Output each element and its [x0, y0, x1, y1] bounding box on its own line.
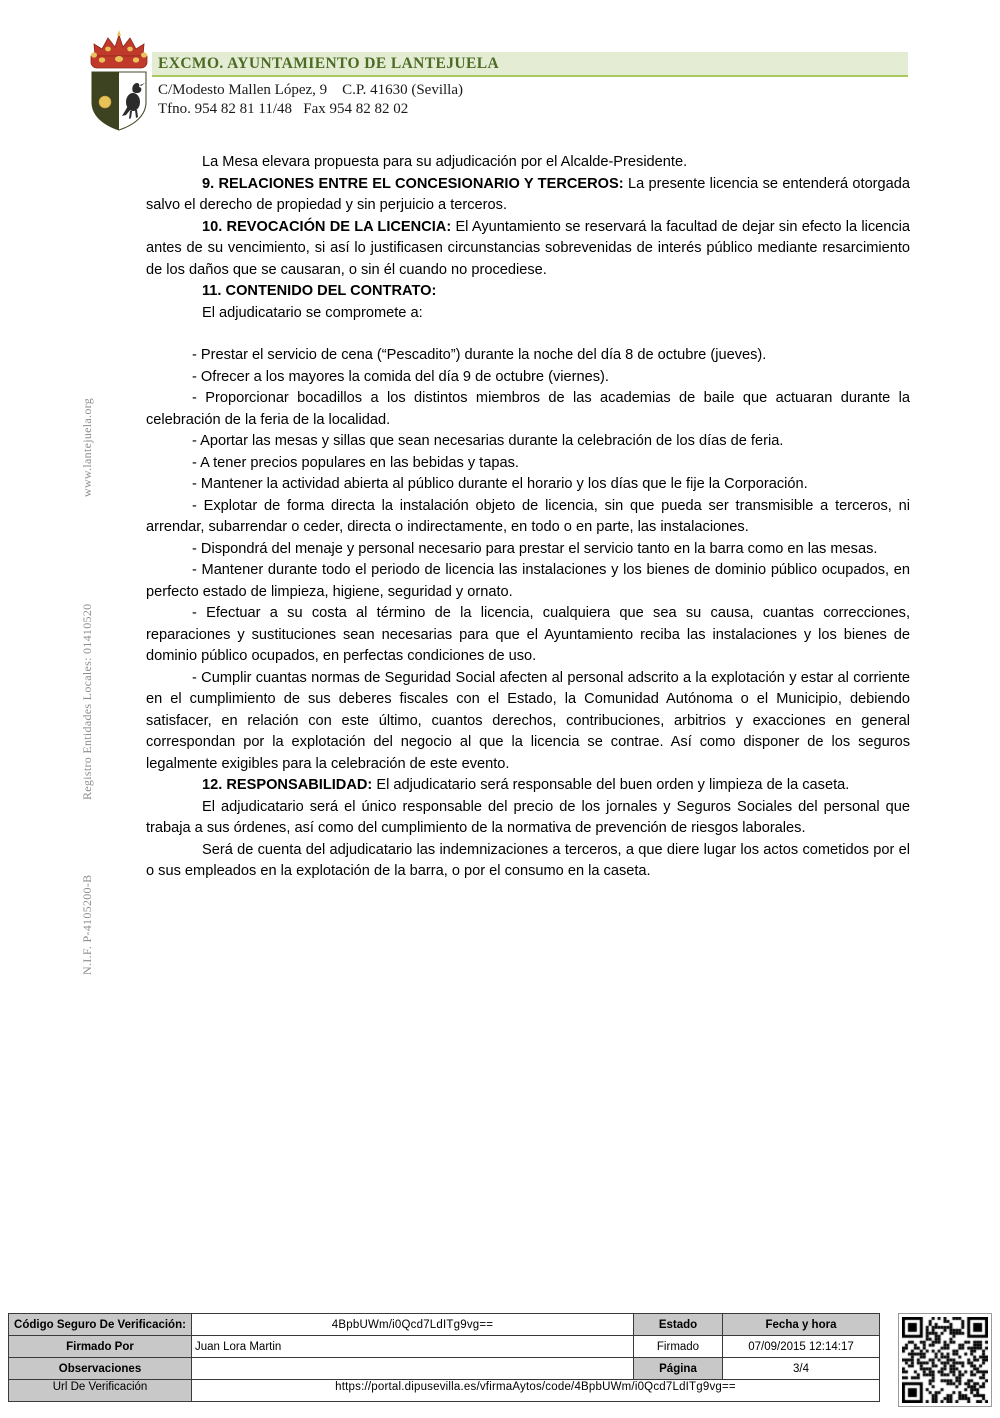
- section-9-text: La presente licencia se entenderá otorgada salvo el derecho de propiedad y sin perjuicio a terceros.: [146, 175, 911, 213]
- firmado-por-value: Juan Lora Martin: [192, 1336, 634, 1358]
- paragraph-jornales: El adjudicatario será el único responsable del precio de los jornales y Seguros Sociales del personal que trabaja a sus órdenes, así como del cumplimiento de la normativa de prevención de riesgos laborales.: [146, 798, 910, 836]
- org-title: EXCMO. AYUNTAMIENTO DE LANTEJUELA: [158, 55, 500, 72]
- fecha-label: Fecha y hora: [723, 1314, 880, 1336]
- contract-obligation-item: - Mantener la actividad abierta al público durante el horario y los días que le fije la Corporación.: [192, 476, 808, 492]
- section-11-label: 11. CONTENIDO DEL CONTRATO:: [202, 283, 437, 299]
- url-label: Url De Verificación: [9, 1380, 192, 1402]
- document-body: [146, 152, 910, 883]
- estado-label: Estado: [634, 1314, 723, 1336]
- contract-obligation-item: - Proporcionar bocadillos a los distintos miembros de las academias de baile que actuaran durante la celebración de la feria de la localidad.: [146, 390, 910, 428]
- contract-obligation-item: - Efectuar a su costa al término de la licencia, cualquiera que sea su causa, cuantas correcciones, reparaciones y sustituciones sean necesarias para que el Ayuntamiento reciba las instalaciones y los bienes de dominio público ocupados, en perfectas condiciones de uso.: [146, 605, 910, 664]
- section-12-text: El adjudicatario será responsable del buen orden y limpieza de la caseta.: [372, 777, 850, 793]
- sidebar-nif-text: N.I.F. P-4105200-B: [80, 874, 94, 975]
- section-12-label: 12. RESPONSABILIDAD:: [202, 777, 373, 793]
- contract-obligation-item: - Aportar las mesas y sillas que sean necesarias durante la celebración de los días de feria.: [192, 433, 784, 449]
- csv-value: 4BpbUWm/i0Qcd7LdITg9vg==: [192, 1314, 634, 1336]
- table-row: [9, 1380, 880, 1402]
- address-line-2: Tfno. 954 82 81 11/48 Fax 954 82 82 02: [158, 101, 409, 117]
- header-text-block: [152, 52, 912, 119]
- coat-of-arms-icon: [78, 26, 160, 132]
- verification-table: [8, 1313, 880, 1402]
- url-value[interactable]: https://portal.dipusevilla.es/vfirmaAytos/code/4BpbUWm/i0Qcd7LdITg9vg==: [192, 1380, 880, 1402]
- contract-obligation-item: - Mantener durante todo el periodo de licencia las instalaciones y los bienes de dominio público ocupados, en perfecto estado de limpieza, higiene, seguridad y ornato.: [146, 562, 910, 600]
- contract-obligation-item: - Cumplir cuantas normas de Seguridad Social afecten al personal adscrito a la explotación y estar al corriente en el cumplimiento de sus deberes fiscales con el Estado, la Comunidad Autónoma o el Municipio, debiendo satisfacer, en relación con este último, cuantos derechos, contribuciones, arbitrios y exacciones en general correspondan por la explotación del negocio al que la licencia se contrae. Así como disponer de los seguros legalmente exigibles para la celebración de este evento.: [146, 669, 910, 772]
- section-9: [146, 174, 910, 217]
- address-line-1: C/Modesto Mallen López, 9 C.P. 41630 (Sevilla): [158, 82, 463, 98]
- sidebar-registry-text: Registro Entidades Locales: 01410520: [80, 603, 94, 800]
- org-title-band: [152, 52, 908, 77]
- paragraph-indemnizaciones: Será de cuenta del adjudicatario las indemnizaciones a terceros, a que diere lugar los actos cometidos por el o sus empleados en la explotación de la barra, o por el consumo en la caseta.: [146, 841, 910, 879]
- contract-obligation-item: - Prestar el servicio de cena (“Pescadito”) durante la noche del día 8 de octubre (jueves).: [192, 347, 767, 363]
- estado-value: Firmado: [634, 1336, 723, 1358]
- shield-icon: [92, 72, 146, 130]
- table-row: [9, 1314, 880, 1336]
- firmado-por-label: Firmado Por: [9, 1336, 192, 1358]
- section-10-text: El Ayuntamiento se reservará la facultad de dejar sin efecto la licencia antes de su vencimiento, si así lo justificasen circunstancias sobrevenidas de interés público mediante resarcimiento de los daños que se causaran, o sin él cuando no procediese.: [146, 218, 911, 278]
- contract-obligations-list: [146, 345, 910, 775]
- fecha-value: 07/09/2015 12:14:17: [723, 1336, 880, 1358]
- paragraph-mesa: La Mesa elevara propuesta para su adjudicación por el Alcalde-Presidente.: [202, 154, 688, 170]
- pagina-label: Página: [634, 1358, 723, 1380]
- section-11-heading: [146, 281, 910, 303]
- qr-code-canvas: [902, 1317, 988, 1403]
- observaciones-label: Observaciones: [9, 1358, 192, 1380]
- section-9-label: 9. RELACIONES ENTRE EL CONCESIONARIO Y TERCEROS:: [202, 175, 624, 192]
- section-10: [146, 217, 910, 282]
- document-header: [0, 0, 1000, 140]
- section-10-label: 10. REVOCACIÓN DE LA LICENCIA:: [202, 218, 452, 235]
- section-12: [146, 775, 910, 797]
- contract-obligation-item: - Explotar de forma directa la instalación objeto de licencia, sin que pueda ser transmisible a terceros, ni arrendar, subarrendar o ceder, directa o indirectamente, en todo o en parte, las instalaciones.: [146, 497, 910, 535]
- table-row: [9, 1336, 880, 1358]
- qr-code: [898, 1313, 992, 1407]
- table-row: [9, 1358, 880, 1380]
- contract-obligation-item: - Dispondrá del menaje y personal necesario para prestar el servicio tanto en la barra como en las mesas.: [192, 540, 878, 557]
- verification-footer: [8, 1313, 992, 1402]
- csv-label: Código Seguro De Verificación:: [9, 1314, 192, 1336]
- crown-icon: [91, 30, 147, 68]
- sidebar-website-text: www.lantejuela.org: [80, 397, 94, 497]
- contract-obligation-item: - Ofrecer a los mayores la comida del día 9 de octubre (viernes).: [192, 368, 609, 385]
- observaciones-value: [192, 1358, 634, 1380]
- pagina-value: 3/4: [723, 1358, 880, 1380]
- contract-obligation-item: - A tener precios populares en las bebidas y tapas.: [192, 454, 519, 471]
- section-11-intro: El adjudicatario se compromete a:: [202, 304, 423, 321]
